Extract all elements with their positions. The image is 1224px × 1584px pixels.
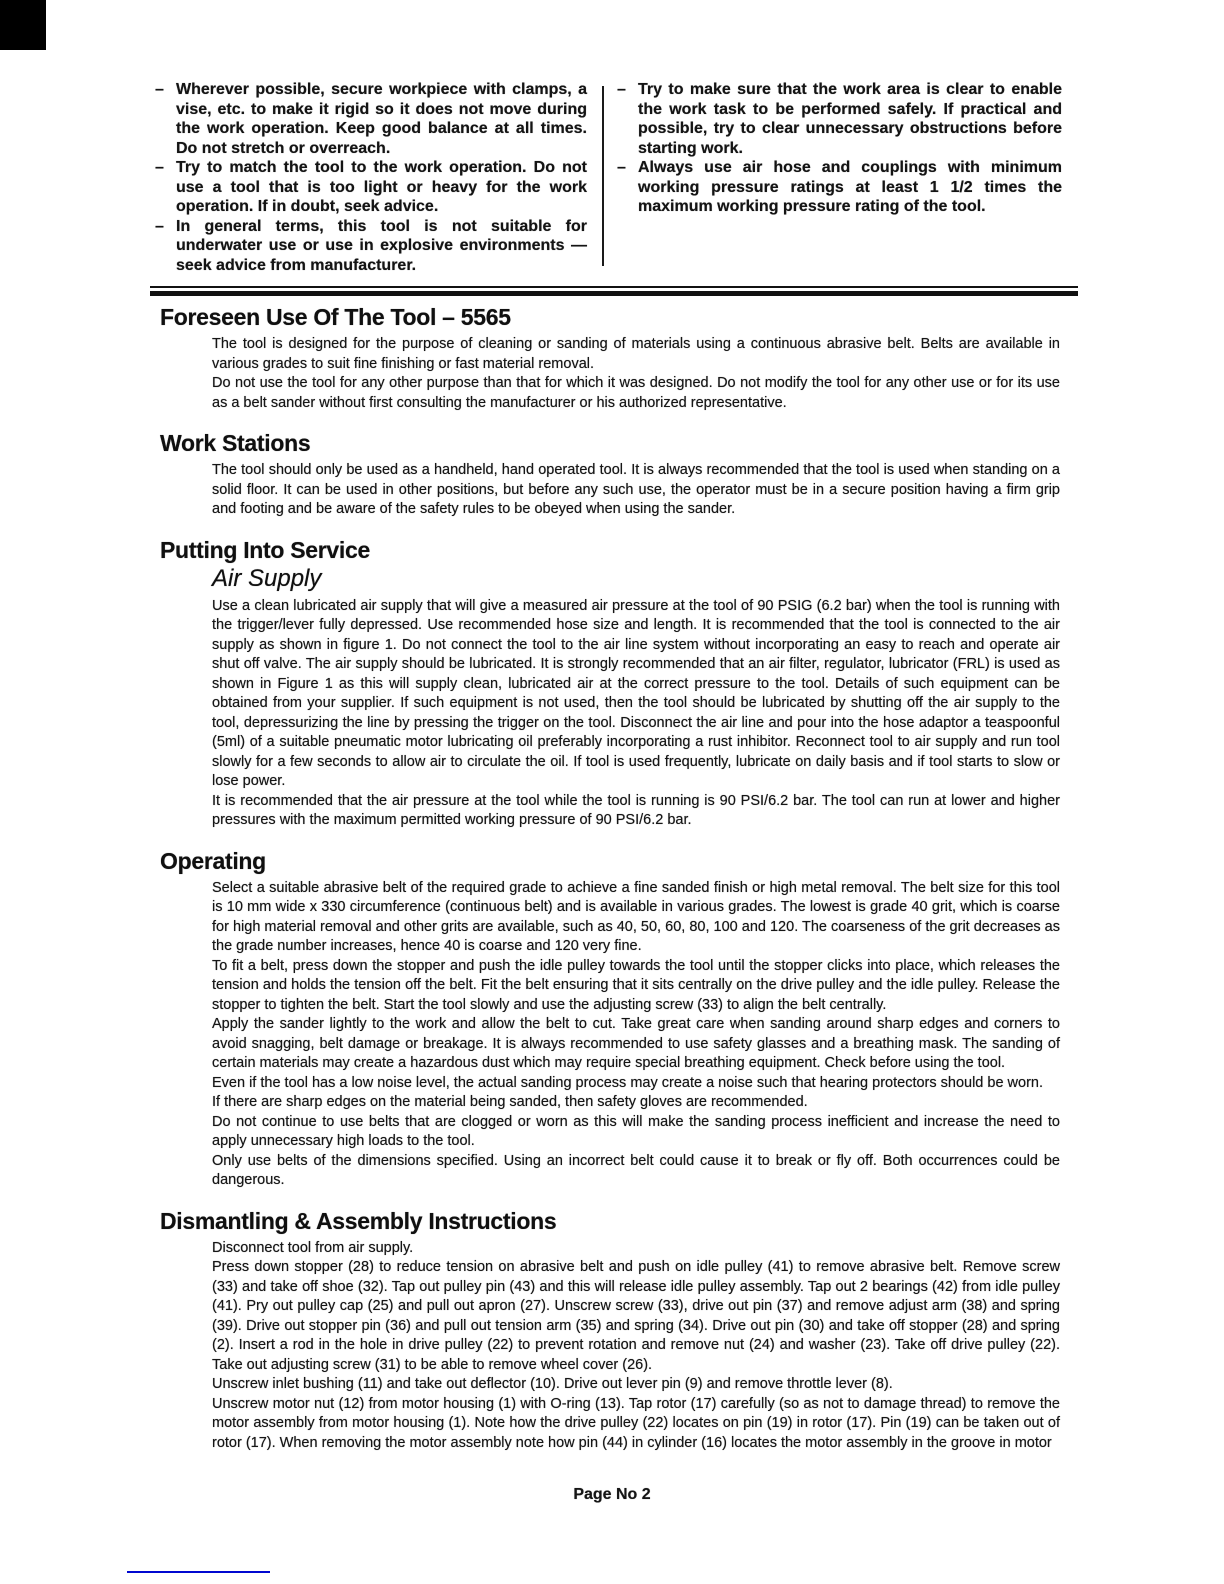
bullet-dash: – (617, 159, 626, 176)
safety-column-left (155, 80, 587, 275)
safety-bullet (617, 158, 1062, 217)
paragraph: The tool should only be used as a handheld, hand operated tool. It is always recommended that the tool is used when standing on a solid floor. It can be used in other positions, but before any such use, the operator must be in a secure position having a firm grip and footing and be aware of the safety rules to be obeyed when using the sander. (212, 462, 1060, 517)
bullet-text: Try to make sure that the work area is clear to enable the work task to be performed safely. If practical and possible, try to clear unnecessary obstructions before starting work. (638, 81, 1062, 157)
safety-column-right (617, 80, 1062, 275)
bullet-dash: – (617, 81, 626, 98)
paragraph: Apply the sander lightly to the work and allow the belt to cut. Take great care when sanding around sharp edges and corners to avoid snagging, belt damage or breakage. It is always recommended to use safety glasses and a breathing mask. The sanding of certain materials may create a hazardous dust which may require special breathing equipment. Check before using the tool. (212, 1016, 1060, 1071)
bullet-text: Wherever possible, secure workpiece with clamps, a vise, etc. to make it rigid so it does not move during the work operation. Keep good balance at all times. Do not stretch or overreach. (176, 81, 587, 157)
paragraph: Select a suitable abrasive belt of the required grade to achieve a fine sanded finish or high metal removal. The belt size for this tool is 10 mm wide x 330 circumference (continuous belt) and is available in various grades. The lowest is grade 40 grit, which is coarse for high material removal and other grits are available, such as 40, 50, 60, 80, 100 and 120. The coarseness of the grit decreases as the grade number increases, hence 40 is coarse and 120 very fine. (212, 879, 1060, 954)
safety-bullet (617, 80, 1062, 158)
subsection-title-air-supply: Air Supply (212, 564, 322, 592)
safety-bullet (155, 80, 587, 158)
column-divider (602, 86, 604, 266)
safety-bullet (155, 217, 587, 276)
paragraph: If there are sharp edges on the material being sanded, then safety gloves are recommended. (212, 1094, 808, 1110)
page-number: Page No 2 (573, 1486, 651, 1503)
section-title: Dismantling & Assembly Instructions (160, 1207, 557, 1234)
section-title: Putting Into Service (160, 536, 370, 563)
scan-corner-artifact (0, 0, 46, 50)
paragraph: The tool is designed for the purpose of cleaning or sanding of materials using a continuous abrasive belt. Belts are available in various grades to suit fine finishing or fast material removal. (212, 336, 1060, 372)
section-putting-into-service (160, 537, 1062, 831)
scan-blue-line-artifact (127, 1571, 270, 1573)
document-body (160, 304, 1062, 1472)
paragraph: Only use belts of the dimensions specified. Using an incorrect belt could cause it to break or fly off. Both occurrences could be dangerous. (212, 1152, 1060, 1188)
paragraph: Disconnect tool from air supply. (212, 1239, 414, 1256)
bullet-text: Try to match the tool to the work operation. Do not use a tool that is too light or heavy for the work operation. If in doubt, seek advice. (176, 159, 587, 215)
safety-bullet (155, 158, 587, 217)
section-title: Operating (160, 847, 266, 874)
rule-thick-line (150, 291, 1078, 296)
paragraph: Unscrew inlet bushing (11) and take out deflector (10). Drive out lever pin (9) and remove throttle lever (8). (212, 1376, 893, 1392)
section-dismantling-assembly (160, 1208, 1062, 1454)
section-title: Work Stations (160, 430, 311, 456)
bullet-dash: – (155, 217, 164, 235)
bullet-dash: – (155, 81, 164, 98)
paragraph: It is recommended that the air pressure at the tool while the tool is running is 90 PSI/6.2 bar. The tool can run at lower and higher pressures with the maximum permitted working pressure of 90 PSI/6.2 bar. (212, 792, 1060, 828)
bullet-text: Always use air hose and couplings with minimum working pressure ratings at least 1 1/2 times the maximum working pressure rating of the tool. (638, 159, 1062, 215)
bullet-dash: – (155, 159, 164, 176)
paragraph: Even if the tool has a low noise level, the actual sanding process may create a noise such that hearing protectors should be worn. (212, 1074, 1044, 1091)
safety-bullets-area (155, 80, 1065, 275)
paragraph: Unscrew motor nut (12) from motor housing (1) with O-ring (13). Tap rotor (17) carefully (so as not to damage thread) to remove the motor assembly from motor housing (1). Note how the drive pulley (22) locates on pin (19) in rotor (17). Pin (19) can be taken out of rotor (17). When removing the motor assembly note how pin (44) in cylinder (16) locates the motor assembly in the groove in motor (212, 1395, 1060, 1451)
section-foreseen-use (160, 304, 1062, 413)
section-title: Foreseen Use Of The Tool – 5565 (160, 304, 511, 330)
section-work-stations (160, 430, 1062, 520)
paragraph: Do not use the tool for any other purpose than that for which it was designed. Do not modify the tool for any other use or for its use as a belt sander without first consulting the manufacturer or his authorized representative. (212, 375, 1060, 411)
paragraph: Press down stopper (28) to reduce tension on abrasive belt and push on idle pulley (41) to remove abrasive belt. Remove screw (33) and take off shoe (32). Tap out pulley pin (43) and this will release idle pulley assembly. Tap out 2 bearings (42) from idle pulley (41). Pry out pulley cap (25) and pull out apron (27). Unscrew screw (33), drive out pin (37) and remove adjust arm (38) and spring (39). Drive out stopper pin (36) and pull out tension arm (35) and spring (34). Drive out pin (30) and take off stopper (28) and spring (2). Insert a rod in the hole in drive pulley (22) to prevent rotation and remove nut (24) and washer (23). Take off drive pulley (22). Take out adjusting screw (31) to be able to remove wheel cover (26). (212, 1259, 1060, 1373)
section-divider-rule (150, 286, 1078, 296)
bullet-text: In general terms, this tool is not suitable for underwater use or use in explosive environments — seek advice from manufacturer. (176, 217, 587, 274)
paragraph: To fit a belt, press down the stopper and push the idle pulley towards the tool until the stopper clicks into place, which releases the tension and holds the tension off the belt. Fit the belt ensuring that it sits centrally on the drive pulley and the idle pulley. Release the stopper to tighten the belt. Start the tool slowly and use the adjusting screw (33) to align the belt centrally. (212, 957, 1060, 1013)
paragraph: Use a clean lubricated air supply that will give a measured air pressure at the tool of 90 PSIG (6.2 bar) when the tool is running with the trigger/lever fully depressed. Use recommended hose size and length. It is recommended that the tool is connected to the air supply as shown in figure 1. Do not connect the tool to the air line system without incorporating an easy to reach and operate air shut off valve. The air supply should be lubricated. It is strongly recommended that an air filter, regulator, lubricator (FRL) is used as shown in Figure 1 as this will supply clean, lubricated air at the correct pressure to the tool. Details of such equipment can be obtained from your supplier. If such equipment is not used, then the tool should be lubricated by shutting off the air supply to the tool, depressurizing the line by pressing the trigger on the tool. Disconnect the air line and pour into the hose adaptor a teaspoonful (5ml) of a suitable pneumatic motor lubricating oil preferably incorporating a rust inhibitor. Reconnect tool to air supply and run tool slowly for a few seconds to allow air to circulate the oil. If tool is used frequently, lubricate on daily basis and if tool starts to slow or lose power. (212, 597, 1060, 789)
paragraph: Do not continue to use belts that are clogged or worn as this will make the sanding process inefficient and increase the need to apply unnecessary high loads to the tool. (212, 1113, 1060, 1149)
section-operating (160, 848, 1062, 1191)
rule-thin-line (150, 286, 1078, 288)
